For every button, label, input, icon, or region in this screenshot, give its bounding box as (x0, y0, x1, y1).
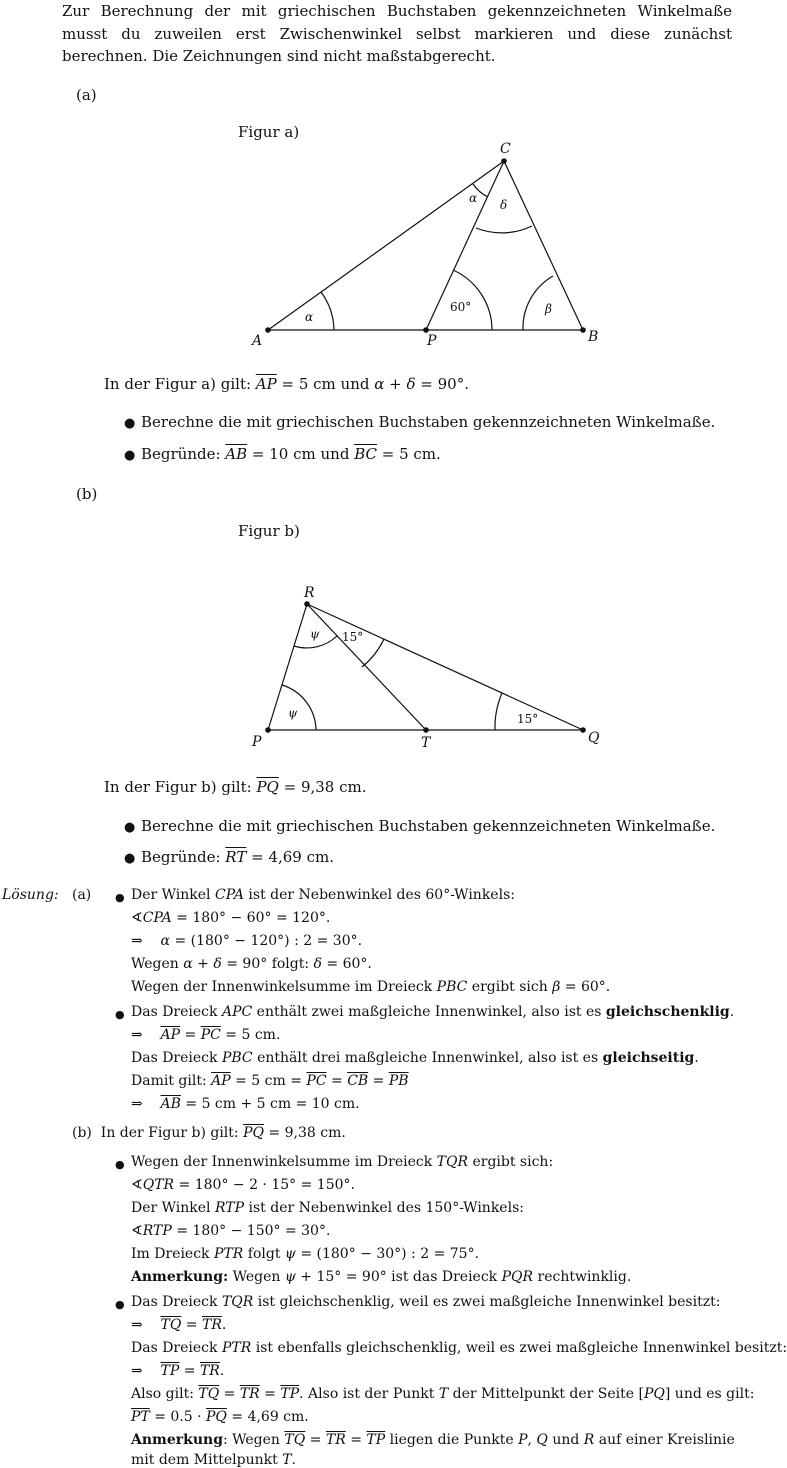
sol-a-line-8: Das Dreieck PBC enthält drei maßgleiche Innenwinkel, also ist es gleichseitig. (131, 1050, 699, 1066)
figure-a-title: Figur a) (238, 123, 300, 141)
segment-cb (504, 161, 583, 330)
figure-b (240, 580, 620, 755)
solution-a-label: (a) (72, 887, 92, 903)
sol-a-line-10: ⇒ $\overline{AB} = 5$ cm + 5 cm = 10 cm. (131, 1096, 360, 1112)
point-p (423, 327, 429, 333)
arc-alpha-a (321, 292, 334, 330)
label-p: P (427, 333, 437, 349)
label-r: R (304, 585, 315, 601)
sol-b-line-2: ∢QTR = 180° − 2 · 15° = 150°. (131, 1177, 355, 1193)
point-p-b (265, 727, 271, 733)
bullet-icon: ● (124, 448, 136, 463)
point-t (423, 727, 429, 733)
given-a: In der Figur a) gilt: $\overline{AP} = 5$ cm und α + δ = 90°. (104, 375, 469, 393)
bullet-icon: ● (115, 1158, 125, 1171)
point-c (501, 158, 507, 164)
bullet-icon: ● (124, 851, 136, 866)
sol-b-line-10: ⇒ $\overline{TP} = \overline{TR}$. (131, 1363, 225, 1379)
arc-15-q (495, 693, 502, 730)
bullet-icon: ● (115, 1298, 125, 1311)
sol-b-line-3: Der Winkel RTP ist der Nebenwinkel des 150°-Winkels: (131, 1200, 524, 1216)
segment-rt (307, 604, 426, 730)
sol-a-line-1: Der Winkel CPA ist der Nebenwinkel des 60°-Winkels: (131, 887, 515, 903)
part-a-label: (a) (76, 86, 97, 104)
label-delta: δ (500, 198, 508, 212)
point-a (265, 327, 271, 333)
sol-a-line-9: Damit gilt: $\overline{AP} = 5$ cm = $\overline{PC} = \overline{CB} = \overline{PB}$ (131, 1073, 409, 1089)
sol-a-line-6: Das Dreieck APC enthält zwei maßgleiche Innenwinkel, also ist es gleichschenklig. (131, 1004, 735, 1020)
label-alpha-c: α (469, 191, 478, 205)
label-alpha-a: α (305, 310, 314, 324)
figure-a (240, 140, 620, 355)
segment-rq (307, 604, 583, 730)
sol-b-line-4: ∢RTP = 180° − 150° = 30°. (131, 1223, 331, 1239)
bullet-icon: ● (115, 1008, 125, 1021)
sol-b-line-6: Anmerkung: Wegen ψ + 15° = 90° ist das Dreieck PQR rechtwinklig. (131, 1269, 632, 1285)
point-q (580, 727, 586, 733)
sol-b-line-11: Also gilt: $\overline{TQ} = \overline{TR} = \overline{TP}$. Also ist der Punkt T der Mittelpunkt der Seite [PQ] und es gilt: (131, 1386, 755, 1402)
label-p-b: P (252, 734, 262, 750)
sol-b-line-1: Wegen der Innenwinkelsumme im Dreieck TQR ergibt sich: (131, 1154, 554, 1170)
label-psi-p: ψ (288, 706, 298, 720)
label-b: B (588, 329, 599, 345)
given-b: In der Figur b) gilt: $\overline{PQ} = 9,38$ cm. (104, 778, 367, 796)
task-a-2: Begründe: $\overline{AB} = 10$ cm und $\overline{BC} = 5$ cm. (141, 445, 441, 463)
figure-b-title: Figur b) (238, 522, 300, 540)
label-t: T (421, 735, 431, 751)
solution-label: Lösung: (2, 887, 59, 903)
point-b (580, 327, 586, 333)
arc-15-r (362, 639, 384, 667)
label-15-r: 15° (342, 630, 364, 644)
point-r (304, 601, 310, 607)
task-b-2: Begründe: $\overline{RT} = 4,69$ cm. (141, 848, 335, 866)
part-b-label: (b) (76, 485, 98, 503)
label-q: Q (588, 730, 600, 746)
sol-b-line-8: ⇒ $\overline{TQ} = \overline{TR}$. (131, 1317, 227, 1333)
sol-a-line-7: ⇒ $\overline{AP} = \overline{PC} = 5$ cm. (131, 1027, 281, 1043)
sol-b-line-5: Im Dreieck PTR folgt ψ = (180° − 30°) : 2 = 75°. (131, 1246, 480, 1262)
intro-paragraph: Zur Berechnung der mit griechischen Buchstaben gekennzeichneten Winkelmaße musst du zuweilen erst Zwischenwinkel selbst markieren und diese zunächst berechnen. Die Zeichnungen sind nicht maßstabgerecht. (62, 2, 732, 65)
sol-b-intro: (b) In der Figur b) gilt: $\overline{PQ} = 9,38$ cm. (72, 1125, 346, 1141)
sol-b-line-13: Anmerkung: Wegen $\overline{TQ} = \overline{TR} = \overline{TP}$ liegen die Punkte P, Q und R auf einer Kreislinie (131, 1432, 735, 1448)
sol-b-line-14: mit dem Mittelpunkt T. (131, 1452, 296, 1468)
task-b-1: Berechne die mit griechischen Buchstaben gekennzeichneten Winkelmaße. (141, 817, 716, 835)
sol-b-line-9: Das Dreieck PTR ist ebenfalls gleichschenklig, weil es zwei maßgleiche Innenwinkel besitzt: (131, 1340, 787, 1356)
bullet-icon: ● (115, 891, 125, 904)
label-15-q: 15° (517, 712, 539, 726)
label-c: C (500, 141, 511, 157)
sol-a-line-2: ∢CPA = 180° − 60° = 120°. (131, 910, 331, 926)
label-psi-r: ψ (310, 627, 320, 641)
task-a-1: Berechne die mit griechischen Buchstaben gekennzeichneten Winkelmaße. (141, 413, 716, 431)
sol-a-line-5: Wegen der Innenwinkelsumme im Dreieck PBC ergibt sich β = 60°. (131, 979, 611, 995)
label-beta: β (545, 302, 552, 316)
bullet-icon: ● (124, 820, 136, 835)
label-60: 60° (450, 300, 472, 314)
sol-a-line-4: Wegen α + δ = 90° folgt: δ = 60°. (131, 956, 372, 972)
arc-delta (476, 226, 532, 233)
label-a: A (252, 333, 263, 349)
bullet-icon: ● (124, 416, 136, 431)
sol-a-line-3: ⇒ α = (180° − 120°) : 2 = 30°. (131, 933, 363, 949)
sol-b-line-12: $\overline{PT} = 0.5 \cdot \overline{PQ} = 4,69$ cm. (131, 1409, 309, 1425)
sol-b-line-7: Das Dreieck TQR ist gleichschenklig, weil es zwei maßgleiche Innenwinkel besitzt: (131, 1294, 721, 1310)
